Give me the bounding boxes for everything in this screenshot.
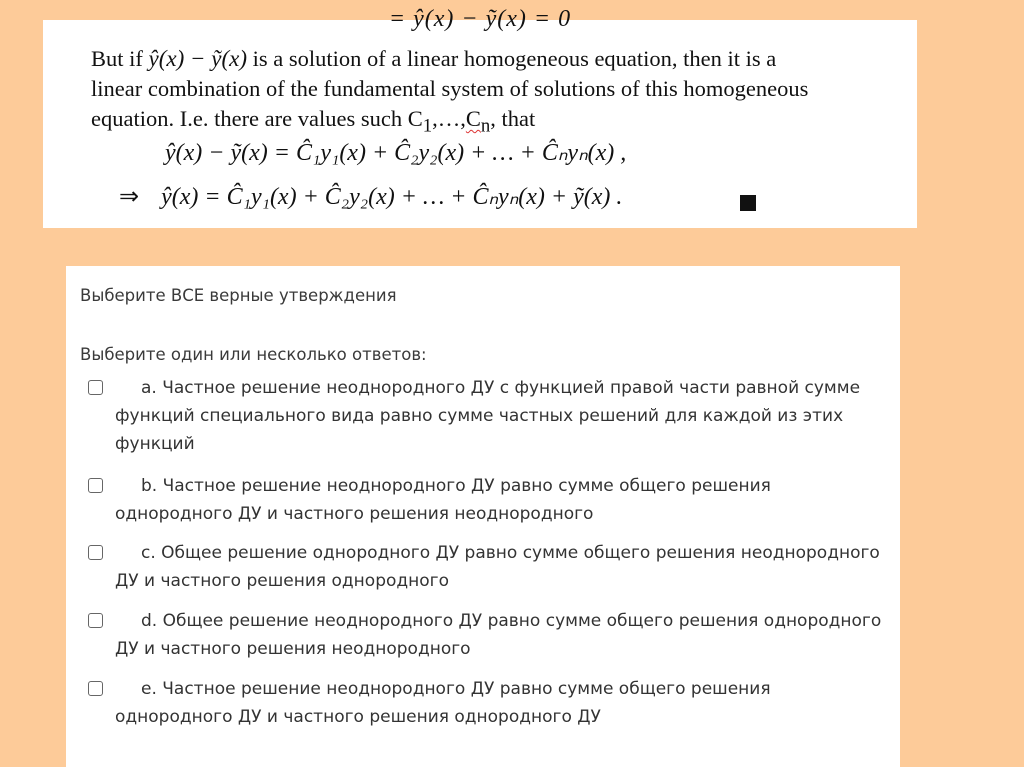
checkbox-option-a[interactable] <box>88 380 103 395</box>
option-a-label[interactable]: a. Частное решение неоднородного ДУ с функцией правой части равной сумме функций специального вида равно сумме частных решений для каждой из этих функций <box>115 378 861 454</box>
proof-line-3: equation. I.e. there are values such $C_1,\dots,C_n$, that <box>91 106 536 137</box>
option-e-label[interactable]: e. Частное решение неоднородного ДУ равно сумме общего решения однородного ДУ и частного решения однородного ДУ <box>115 679 771 727</box>
proof-excerpt-panel <box>43 6 917 228</box>
option-b-label[interactable]: b. Частное решение неоднородного ДУ равно сумме общего решения однородного ДУ и частного решения неоднородного <box>115 476 771 524</box>
proof-line-2: linear combination of the fundamental system of solutions of this homogeneous <box>91 76 809 101</box>
equation-result: ŷ(x) = Ĉ₁y₁(x) + Ĉ₂y₂(x) + … + Ĉₙyₙ(x) + ỹ(x) . <box>161 184 623 210</box>
option-c-label[interactable]: c. Общее решение однородного ДУ равно сумме общего решения неоднородного ДУ и частного решения однородного <box>115 543 880 591</box>
checkbox-option-e[interactable] <box>88 681 103 696</box>
cropped-equation-line: = ŷ(x) − ỹ(x) = 0 <box>388 6 572 32</box>
answer-prompt: Выберите один или несколько ответов: <box>80 345 427 364</box>
equation-implication <box>119 182 622 211</box>
quiz-question-panel <box>66 266 900 767</box>
proof-paragraph <box>91 44 891 142</box>
implies-arrow-icon: ⇒ <box>119 184 140 210</box>
checkbox-option-b[interactable] <box>88 478 103 493</box>
difference-expression: ŷ(x) − ỹ(x) <box>148 46 248 71</box>
checkbox-option-c[interactable] <box>88 545 103 560</box>
question-title: Выберите ВСЕ верные утверждения <box>80 286 397 305</box>
spellcheck-underlined-word: $C_n$ <box>465 106 491 137</box>
option-d-label[interactable]: d. Общее решение неоднородного ДУ равно сумме общего решения однородного ДУ и частного решения неоднородного <box>115 611 882 659</box>
qed-square-icon <box>740 195 756 211</box>
checkbox-option-d[interactable] <box>88 613 103 628</box>
proof-line-1: But if ŷ(x) − ỹ(x) is a solution of a linear homogeneous equation, then it is a <box>91 46 777 71</box>
equation-linear-combination: ŷ(x) − ỹ(x) = Ĉ₁y₁(x) + Ĉ₂y₂(x) + … + Ĉₙyₙ(x) , <box>165 140 627 166</box>
